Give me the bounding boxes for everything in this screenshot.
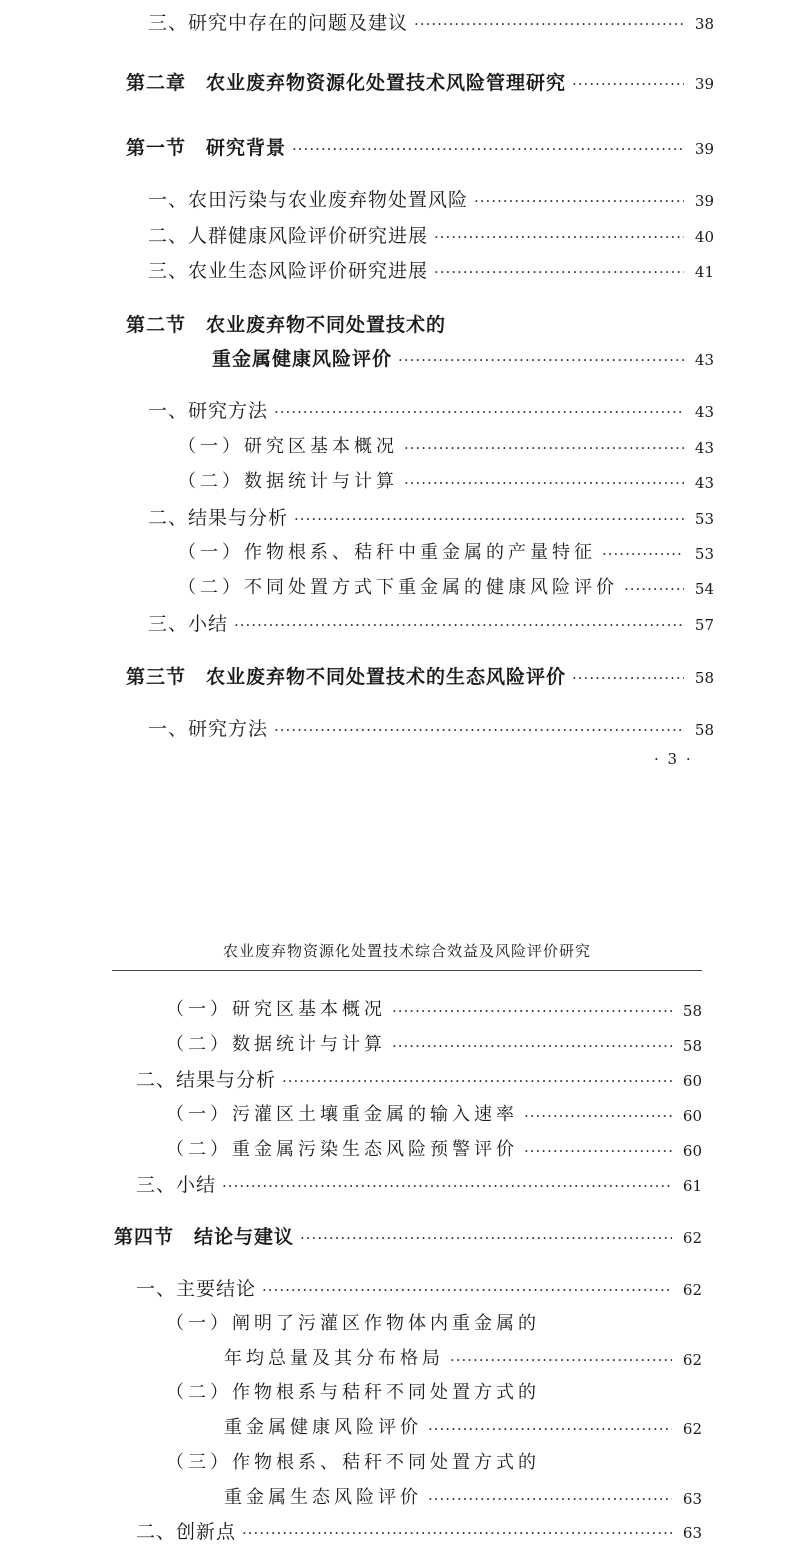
toc-entry[interactable] (148, 254, 714, 284)
toc-entry-label: 三、研究中存在的问题及建议 (148, 11, 409, 34)
toc-entry-sub-continued[interactable] (224, 1481, 702, 1511)
toc-entry-label: （二）重金属污染生态风险预警评价 (166, 1139, 518, 1160)
toc-entry-page: 62 (682, 1281, 702, 1299)
toc-entry-section[interactable] (126, 660, 714, 690)
leader-dots (234, 607, 684, 637)
toc-entry-label: 第四节 结论与建议 (114, 1225, 295, 1248)
toc-entry-sub[interactable] (166, 1376, 702, 1406)
toc-entry-sub[interactable] (166, 1028, 702, 1058)
toc-entry-label: 第一节 研究背景 (126, 136, 287, 159)
toc-entry-label: （一）污灌区土壤重金属的输入速率 (166, 1104, 518, 1125)
toc-entry-page: 63 (682, 1524, 702, 1542)
toc-entry-page: 40 (694, 228, 714, 246)
toc-entry[interactable] (148, 607, 714, 637)
toc-entry-page: 38 (694, 15, 714, 33)
toc-entry-sub-continued[interactable] (224, 1342, 702, 1372)
toc-entry-sub[interactable] (178, 430, 714, 460)
toc-entry-label: 第三节 农业废弃物不同处置技术的生态风险评价 (126, 665, 567, 688)
toc-entry-page: 58 (694, 721, 714, 739)
toc-entry-page: 39 (694, 75, 714, 93)
leader-dots (428, 1481, 672, 1511)
toc-entry-page: 53 (694, 545, 714, 563)
leader-dots (414, 6, 684, 36)
toc-entry-page: 54 (694, 580, 714, 598)
leader-dots (428, 1411, 672, 1441)
leader-dots (404, 465, 684, 495)
leader-dots (274, 712, 684, 742)
toc-entry-sub[interactable] (178, 571, 714, 601)
toc-entry-label: 二、创新点 (136, 1520, 237, 1543)
toc-entry-label: 重金属健康风险评价 (224, 1417, 422, 1438)
toc-entry-label: 年均总量及其分布格局 (224, 1348, 444, 1369)
toc-entry-label: 三、小结 (148, 612, 229, 635)
leader-dots (524, 1098, 672, 1128)
running-header: 农业废弃物资源化处置技术综合效益及风险评价研究 (222, 942, 591, 960)
toc-entry-sub[interactable] (166, 1098, 702, 1128)
toc-entry[interactable] (136, 1063, 702, 1093)
toc-entry-label: 三、农业生态风险评价研究进展 (148, 259, 429, 282)
toc-entry-page: 62 (682, 1420, 702, 1438)
toc-entry-page: 58 (694, 669, 714, 687)
toc-entry-label: （二）数据统计与计算 (178, 471, 398, 492)
leader-dots (392, 1028, 672, 1058)
toc-entry-page: 58 (682, 1002, 702, 1020)
toc-entry-page: 43 (694, 351, 714, 369)
toc-entry-page: 62 (682, 1229, 702, 1247)
toc-entry[interactable] (148, 219, 714, 249)
toc-entry-sub[interactable] (178, 536, 714, 566)
toc-entry-section[interactable] (126, 131, 714, 161)
toc-entry-page: 41 (694, 263, 714, 281)
toc-entry-page: 58 (682, 1037, 702, 1055)
toc-entry-page: 57 (694, 616, 714, 634)
toc-entry-page: 60 (682, 1142, 702, 1160)
leader-dots (524, 1133, 672, 1163)
toc-entry[interactable] (136, 1272, 702, 1302)
leader-dots (282, 1063, 672, 1093)
toc-entry-label: 一、主要结论 (136, 1277, 257, 1300)
toc-entry-label: （一）作物根系、秸秆中重金属的产量特征 (178, 542, 596, 563)
leader-dots (624, 571, 684, 601)
toc-entry[interactable] (148, 394, 714, 424)
toc-entry-sub[interactable] (166, 993, 702, 1023)
toc-entry-label: （二）不同处置方式下重金属的健康风险评价 (178, 577, 618, 598)
toc-entry-page: 43 (694, 474, 714, 492)
toc-entry-label: （二）数据统计与计算 (166, 1034, 386, 1055)
leader-dots (572, 66, 684, 96)
leader-dots (434, 219, 684, 249)
toc-entry-page: 60 (682, 1107, 702, 1125)
toc-entry-section[interactable] (114, 1220, 702, 1250)
toc-entry-sub[interactable] (166, 1133, 702, 1163)
toc-entry[interactable] (136, 1515, 702, 1545)
toc-entry-label: 三、小结 (136, 1173, 217, 1196)
leader-dots (242, 1515, 672, 1545)
toc-entry-label: 第二节 农业废弃物不同处置技术的 (126, 313, 447, 336)
toc-entry-label: 二、人群健康风险评价研究进展 (148, 224, 429, 247)
toc-entry-page: 39 (694, 140, 714, 158)
toc-entry-page: 43 (694, 439, 714, 457)
toc-entry[interactable] (148, 712, 714, 742)
toc-entry-label: 一、农田污染与农业废弃物处置风险 (148, 188, 469, 211)
toc-entry[interactable] (136, 1168, 702, 1198)
leader-dots (474, 183, 684, 213)
toc-entry-section-continued[interactable] (212, 342, 714, 372)
toc-entry-label: （一）研究区基本概况 (166, 999, 386, 1020)
toc-entry[interactable] (148, 183, 714, 213)
leader-dots (300, 1220, 672, 1250)
toc-entry-section[interactable] (126, 308, 714, 338)
toc-entry-chapter[interactable] (126, 66, 714, 96)
toc-entry-label: 二、结果与分析 (148, 506, 289, 529)
toc-entry[interactable] (148, 6, 714, 36)
page-number: · 3 · (654, 750, 693, 768)
toc-entry-label: 二、结果与分析 (136, 1068, 277, 1091)
toc-entry-sub[interactable] (178, 465, 714, 495)
toc-entry-label: 重金属健康风险评价 (212, 347, 393, 370)
toc-entry-page: 61 (682, 1177, 702, 1195)
toc-entry-label: （二）作物根系与秸秆不同处置方式的 (166, 1382, 540, 1403)
toc-entry-page: 63 (682, 1490, 702, 1508)
leader-dots (392, 993, 672, 1023)
toc-entry[interactable] (148, 501, 714, 531)
toc-entry-label: （一）阐明了污灌区作物体内重金属的 (166, 1313, 540, 1334)
toc-entry-page: 60 (682, 1072, 702, 1090)
toc-entry-page: 62 (682, 1351, 702, 1369)
toc-entry-label: 第二章 农业废弃物资源化处置技术风险管理研究 (126, 71, 567, 94)
leader-dots (222, 1168, 672, 1198)
header-rule (112, 970, 702, 971)
leader-dots (434, 254, 684, 284)
toc-entry-sub[interactable] (166, 1307, 702, 1337)
leader-dots (572, 660, 684, 690)
toc-entry-label: （一）研究区基本概况 (178, 436, 398, 457)
toc-entry-page: 39 (694, 192, 714, 210)
leader-dots (404, 430, 684, 460)
toc-entry-page: 43 (694, 403, 714, 421)
toc-entry-page: 53 (694, 510, 714, 528)
leader-dots (602, 536, 684, 566)
toc-entry-label: 一、研究方法 (148, 399, 269, 422)
leader-dots (398, 342, 684, 372)
leader-dots (274, 394, 684, 424)
toc-entry-label: 重金属生态风险评价 (224, 1487, 422, 1508)
leader-dots (262, 1272, 672, 1302)
toc-entry-label: （三）作物根系、秸秆不同处置方式的 (166, 1452, 540, 1473)
toc-entry-label: 一、研究方法 (148, 717, 269, 740)
toc-entry-sub[interactable] (166, 1446, 702, 1476)
leader-dots (450, 1342, 672, 1372)
leader-dots (294, 501, 684, 531)
toc-entry-sub-continued[interactable] (224, 1411, 702, 1441)
leader-dots (292, 131, 684, 161)
